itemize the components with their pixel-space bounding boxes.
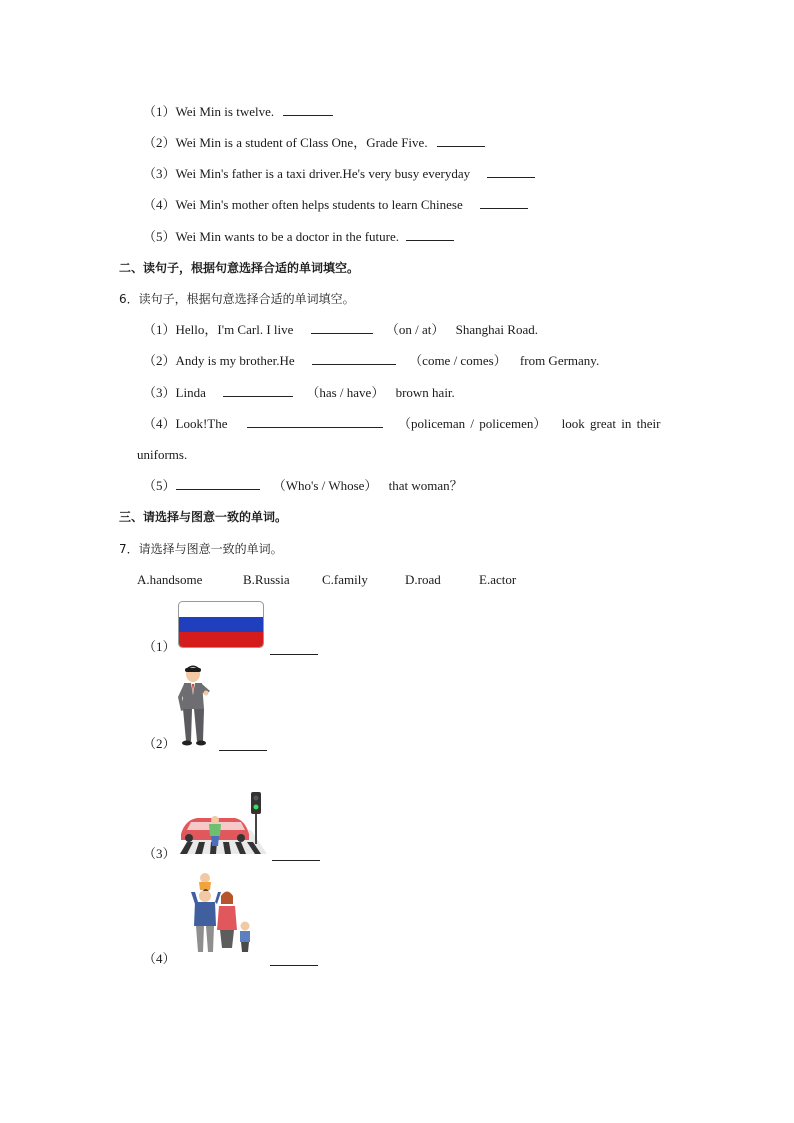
option-a: A.handsome [137, 572, 203, 587]
sentence-after: look great in their [561, 416, 661, 431]
sentence-after: Shanghai Road. [455, 322, 538, 337]
item-number: （4） [143, 951, 176, 966]
section2-item-5 [143, 477, 463, 495]
sentence-before: Linda [175, 385, 206, 400]
answer-blank[interactable] [223, 384, 293, 397]
option-b: B.Russia [243, 572, 290, 587]
section2-item-2 [143, 352, 599, 370]
section2-item-1 [143, 321, 538, 339]
picture-item-3 [143, 845, 176, 863]
option-d: D.road [405, 572, 441, 587]
part1-item-5 [143, 228, 454, 246]
sentence-before: Hello，I'm Carl. I live [175, 322, 294, 337]
handsome-man-picture [175, 665, 217, 747]
option-c: C.family [322, 572, 368, 587]
question-7: 7．请选择与图意一致的单词。 [119, 542, 283, 556]
answer-blank[interactable] [312, 352, 396, 365]
item-text: Wei Min is twelve. [175, 104, 275, 119]
word-options: （has / have） [306, 385, 385, 400]
answer-blank[interactable] [176, 477, 260, 490]
crosswalk-road-picture [175, 790, 271, 856]
item-number: （2） [143, 353, 176, 368]
item-number: （3） [143, 846, 176, 861]
item-number: （4） [143, 197, 176, 212]
item-number: （5） [143, 478, 176, 493]
answer-blank[interactable] [270, 642, 318, 655]
item-text: Wei Min's father is a taxi driver.He's very busy everyday [175, 166, 471, 181]
item-number: （3） [143, 385, 176, 400]
item-number: （1） [143, 639, 176, 654]
section2-item-3 [143, 384, 455, 402]
section3-heading: 三、请选择与图意一致的单词。 [119, 510, 288, 524]
answer-blank[interactable] [247, 415, 383, 428]
answer-blank[interactable] [283, 103, 333, 116]
item-number: （2） [143, 736, 176, 751]
answer-blank[interactable] [270, 953, 318, 966]
answer-blank[interactable] [219, 738, 267, 751]
part1-item-4 [143, 196, 528, 214]
part1-item-3 [143, 165, 535, 183]
answer-blank[interactable] [480, 196, 528, 209]
item-number: （5） [143, 229, 176, 244]
item-number: （2） [143, 135, 176, 150]
sentence-before: Andy is my brother.He [175, 353, 295, 368]
item-text: Wei Min's mother often helps students to learn Chinese [175, 197, 463, 212]
option-e: E.actor [479, 572, 517, 587]
question-6: 6．读句子，根据句意选择合适的单词填空。 [119, 292, 355, 306]
picture-item-4 [143, 950, 176, 968]
picture-item-2 [143, 735, 176, 753]
item-number: （1） [143, 322, 176, 337]
word-options: （Who's / Whose） [272, 478, 378, 493]
item-number: （4） [143, 416, 176, 431]
item-text: Wei Min wants to be a doctor in the future. [175, 229, 400, 244]
answer-blank[interactable] [406, 228, 454, 241]
section2-item-4 [143, 415, 675, 433]
part1-item-1 [143, 103, 333, 121]
russia-flag-picture [178, 601, 264, 648]
sentence-after: brown hair. [395, 385, 455, 400]
answer-blank[interactable] [437, 134, 485, 147]
section2-item-4-continuation: uniforms. [137, 447, 188, 462]
word-options: （come / comes） [409, 353, 507, 368]
part1-item-2 [143, 134, 485, 152]
section2-heading: 二、读句子，根据句意选择合适的单词填空。 [119, 261, 360, 275]
sentence-after: from Germany. [519, 353, 600, 368]
word-options: （on / at） [385, 322, 445, 337]
picture-item-1 [143, 638, 176, 656]
item-number: （1） [143, 104, 176, 119]
item-text: Wei Min is a student of Class One，Grade Five. [175, 135, 428, 150]
sentence-before: Look!The [175, 416, 228, 431]
answer-blank[interactable] [487, 165, 535, 178]
family-picture [185, 872, 255, 954]
answer-blank[interactable] [311, 321, 373, 334]
answer-blank[interactable] [272, 848, 320, 861]
word-options: （policeman / policemen） [398, 416, 547, 431]
sentence-after: that woman？ [388, 478, 463, 493]
item-number: （3） [143, 166, 176, 181]
